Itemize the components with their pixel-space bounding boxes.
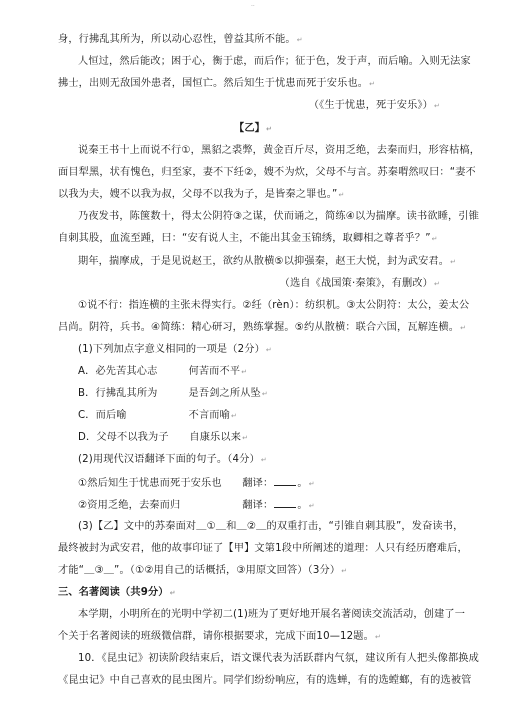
paragraph-mark: ↵ [241,368,248,376]
text-line [78,343,272,357]
period: 。 [297,500,308,511]
text-line [78,409,237,423]
line-text: 以我为夫，嫂不以我为叔，父母不以我为子，是皆秦之罪也。” [58,189,338,200]
line-text: 自刺其股，血流至踵，曰：“安有说人主，不能出其金玉锦绣，取卿相之尊者乎？” [58,233,431,244]
text-line [58,33,303,47]
text-line [58,166,476,180]
text-line [309,99,440,113]
paragraph-mark: ↵ [369,80,376,88]
paragraph-mark: ↵ [260,456,267,464]
page-top-mark: .. [251,1,255,8]
line-text: B．行拂乱其所为 是吾剑之所从坠 [78,388,261,399]
text-line [58,188,344,202]
line-text: 面目犁黑，状有愧色，归至家，妻不下纴②，嫂不为炊，父母不与言。苏秦喟然叹曰：“妻不 [58,167,476,178]
line-text: 期年，揣摩成，于是见说赵王，欲约从散横⑤以抑强秦，赵王大悦，封为武安君。 [78,256,450,267]
line-text: (3)【乙】文中的苏秦面对＿①＿和＿②＿的双重打击，“引锥自刺其股”，发奋读书， [78,521,464,532]
text-line [0,122,506,136]
line-text: 人恒过，然后能改；困于心，衡于虑，而后作；征于色，发于声，而后喻。入则无法家 [78,56,471,67]
paragraph-mark: ↵ [341,567,348,575]
line-text: 说秦王书十上而说不行①，黑貂之裘弊，黄金百斤尽，资用乏绝，去秦而归，形容枯槁， [78,145,481,156]
paragraph-mark: ↵ [242,434,249,442]
paragraph-mark: ↵ [266,125,273,133]
paragraph-mark: ↵ [433,102,440,110]
paragraph-mark: ↵ [460,324,467,332]
line-text: 才能“＿③＿”。（①②用自己的话概括，③用原文回答）（3分） [58,565,341,576]
line-text: 本学期，小明所在的光明中学初二(1)班为了更好地开展名著阅读交流活动，创建了一 [78,609,466,620]
paragraph-mark: ↵ [308,480,315,488]
line-text: （选自《战国策·秦策》，有删改） [279,278,433,289]
paragraph-mark: ↵ [265,346,272,354]
line-text: (2)用现代汉语翻译下面的句子。（4分） [78,454,260,465]
line-text: ①说不行：指连横的主张未得实行。②纴（rèn）：纺织机。③太公阴符：太公，姜太公 [78,300,470,311]
line-text: 三、名著阅读（共9分） [58,587,169,598]
text-line [78,608,465,622]
paragraph-mark: ↵ [450,258,457,266]
answer-blank[interactable] [274,497,296,508]
line-text: (1)下列加点字意义相同的一项是（2分） [78,344,265,355]
line-text: （《生于忧患，死于安乐》） [308,100,433,111]
text-line [58,674,472,688]
paragraph-mark: ↵ [308,502,315,510]
answer-blank[interactable] [274,475,296,486]
line-text: ①然后知生于忧患而死于安乐也 翻译： [78,478,274,489]
text-line [58,586,176,600]
paragraph-mark: ↵ [296,36,303,44]
line-text: ②资用乏绝，去秦而归 翻译： [78,500,274,511]
text-line [58,564,347,578]
text-line [58,542,468,556]
text-line [78,144,480,158]
period: 。 [297,478,308,489]
text-line [58,321,466,335]
text-line [78,453,267,467]
line-text: 个关于名著阅读的班级微信群，请你根据要求，完成下面10—12题。 [58,631,374,642]
line-text: A．必先苦其心志 何苦而不平 [78,366,241,377]
text-line [78,652,479,666]
line-text: 乃夜发书，陈箧数十，得太公阴符③之谋，伏而诵之，简练④以为揣摩。读书欲睡，引锥 [78,211,480,222]
text-line [78,387,268,401]
text-line [78,210,479,224]
line-text: D．父母不以我为子 自康乐以来 [78,432,242,443]
line-text: 吕尚。阴符，兵书。④简练：精心研习，熟练掌握。⑤约从散横：联合六国，瓦解连横。 [58,322,460,333]
text-line [58,630,381,644]
line-text: 《昆虫记》中自己喜欢的昆虫图片。同学们纷纷响应，有的选蝉，有的选螳螂，有的选被管 [58,675,472,686]
paragraph-mark: ↵ [169,589,176,597]
line-text: 拂士，出则无敌国外患者，国恒亡。然后知生于忧患而死于安乐也。 [58,78,369,89]
paragraph-mark: ↵ [261,390,268,398]
text-line [58,77,375,91]
paragraph-mark: ↵ [431,235,438,243]
text-line [78,520,463,534]
paragraph-mark: ↵ [231,412,238,420]
text-line [78,299,469,313]
text-line [78,365,247,379]
paragraph-mark: ↵ [433,280,440,288]
text-line [78,431,248,445]
line-text: 最终被封为武安君，他的故事印证了【甲】文第1段中所阐述的道理：人只有经历磨难后， [58,543,468,554]
paragraph-mark: ↵ [338,191,345,199]
text-line [58,232,438,246]
text-line [78,497,315,513]
text-line [78,255,456,269]
line-text: 10．《昆虫记》初读阶段结束后，语文课代表为活跃群内气氛，建议所有人把头像都换成 [78,653,479,664]
paragraph-mark: ↵ [374,633,381,641]
line-text: 身，行拂乱其所为，所以动心忍性，曾益其所不能。 [58,34,296,45]
line-text: 【乙】 [233,123,265,134]
line-text: C．而后喻 不言而喻 [78,410,230,421]
text-line [78,475,315,491]
text-line [280,277,440,291]
text-line [78,55,471,69]
